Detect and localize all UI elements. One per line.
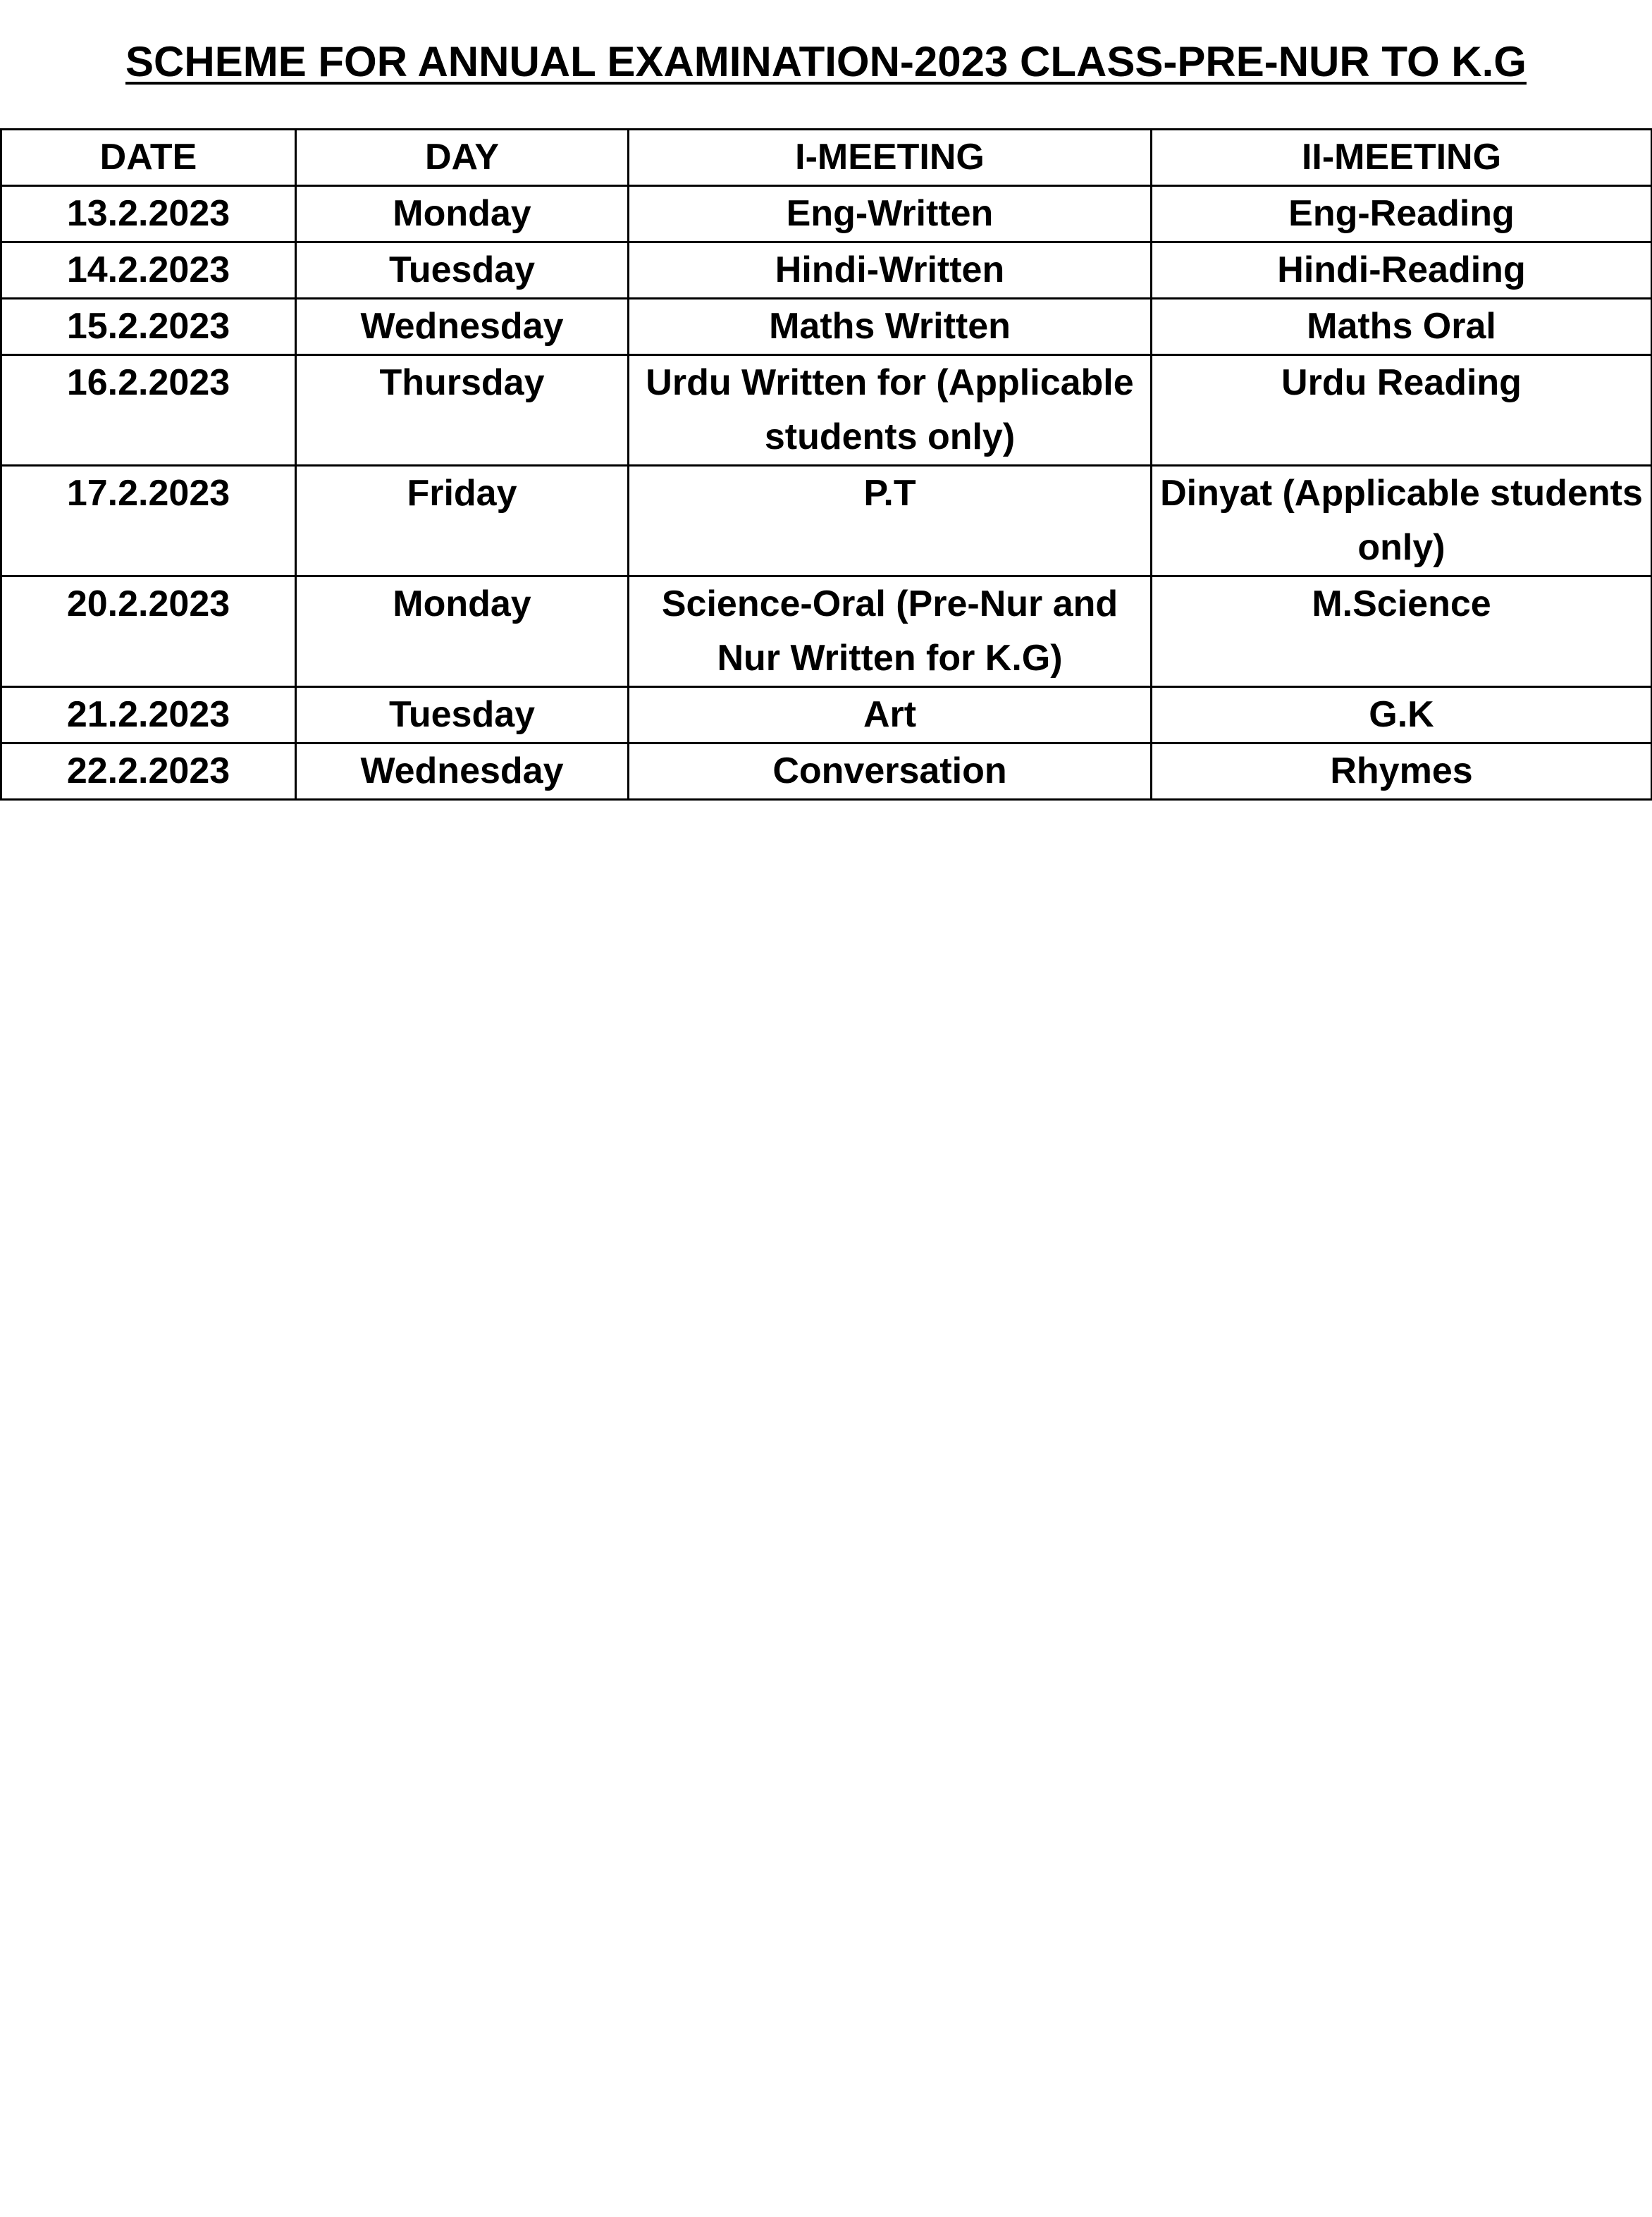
table-row (1, 299, 1652, 355)
cell-ii-meeting: Eng-Reading (1152, 186, 1652, 242)
cell-i-meeting: Art (629, 687, 1152, 743)
cell-day: Wednesday (296, 299, 629, 355)
cell-ii-meeting: Rhymes (1152, 743, 1652, 800)
cell-i-meeting: Maths Written (629, 299, 1152, 355)
table-row (1, 576, 1652, 687)
table-row (1, 743, 1652, 800)
cell-i-meeting: Eng-Written (629, 186, 1152, 242)
table-header-row (1, 130, 1652, 186)
cell-i-meeting: Science-Oral (Pre-Nur and Nur Written for K.G) (629, 576, 1152, 687)
cell-day: Tuesday (296, 242, 629, 299)
cell-day: Tuesday (296, 687, 629, 743)
table-row (1, 355, 1652, 466)
table-row (1, 242, 1652, 299)
table-row (1, 186, 1652, 242)
cell-date: 13.2.2023 (1, 186, 296, 242)
cell-i-meeting: Hindi-Written (629, 242, 1152, 299)
cell-date: 14.2.2023 (1, 242, 296, 299)
exam-schedule-table (0, 128, 1652, 801)
cell-ii-meeting: Urdu Reading (1152, 355, 1652, 466)
cell-day: Friday (296, 466, 629, 576)
cell-date: 15.2.2023 (1, 299, 296, 355)
table-row (1, 466, 1652, 576)
cell-day: Thursday (296, 355, 629, 466)
cell-ii-meeting: M.Science (1152, 576, 1652, 687)
cell-ii-meeting: Dinyat (Applicable students only) (1152, 466, 1652, 576)
cell-i-meeting: P.T (629, 466, 1152, 576)
cell-ii-meeting: G.K (1152, 687, 1652, 743)
cell-ii-meeting: Maths Oral (1152, 299, 1652, 355)
cell-i-meeting: Conversation (629, 743, 1152, 800)
header-date: DATE (1, 130, 296, 186)
header-ii-meeting: II-MEETING (1152, 130, 1652, 186)
cell-date: 16.2.2023 (1, 355, 296, 466)
cell-date: 20.2.2023 (1, 576, 296, 687)
cell-i-meeting: Urdu Written for (Applicable students only) (629, 355, 1152, 466)
table-body (1, 186, 1652, 800)
table-row (1, 687, 1652, 743)
cell-date: 21.2.2023 (1, 687, 296, 743)
header-i-meeting: I-MEETING (629, 130, 1152, 186)
cell-day: Monday (296, 576, 629, 687)
cell-day: Wednesday (296, 743, 629, 800)
cell-date: 22.2.2023 (1, 743, 296, 800)
header-day: DAY (296, 130, 629, 186)
cell-day: Monday (296, 186, 629, 242)
cell-date: 17.2.2023 (1, 466, 296, 576)
cell-ii-meeting: Hindi-Reading (1152, 242, 1652, 299)
page-title: SCHEME FOR ANNUAL EXAMINATION-2023 CLASS-PRE-NUR TO K.G (125, 38, 1527, 85)
